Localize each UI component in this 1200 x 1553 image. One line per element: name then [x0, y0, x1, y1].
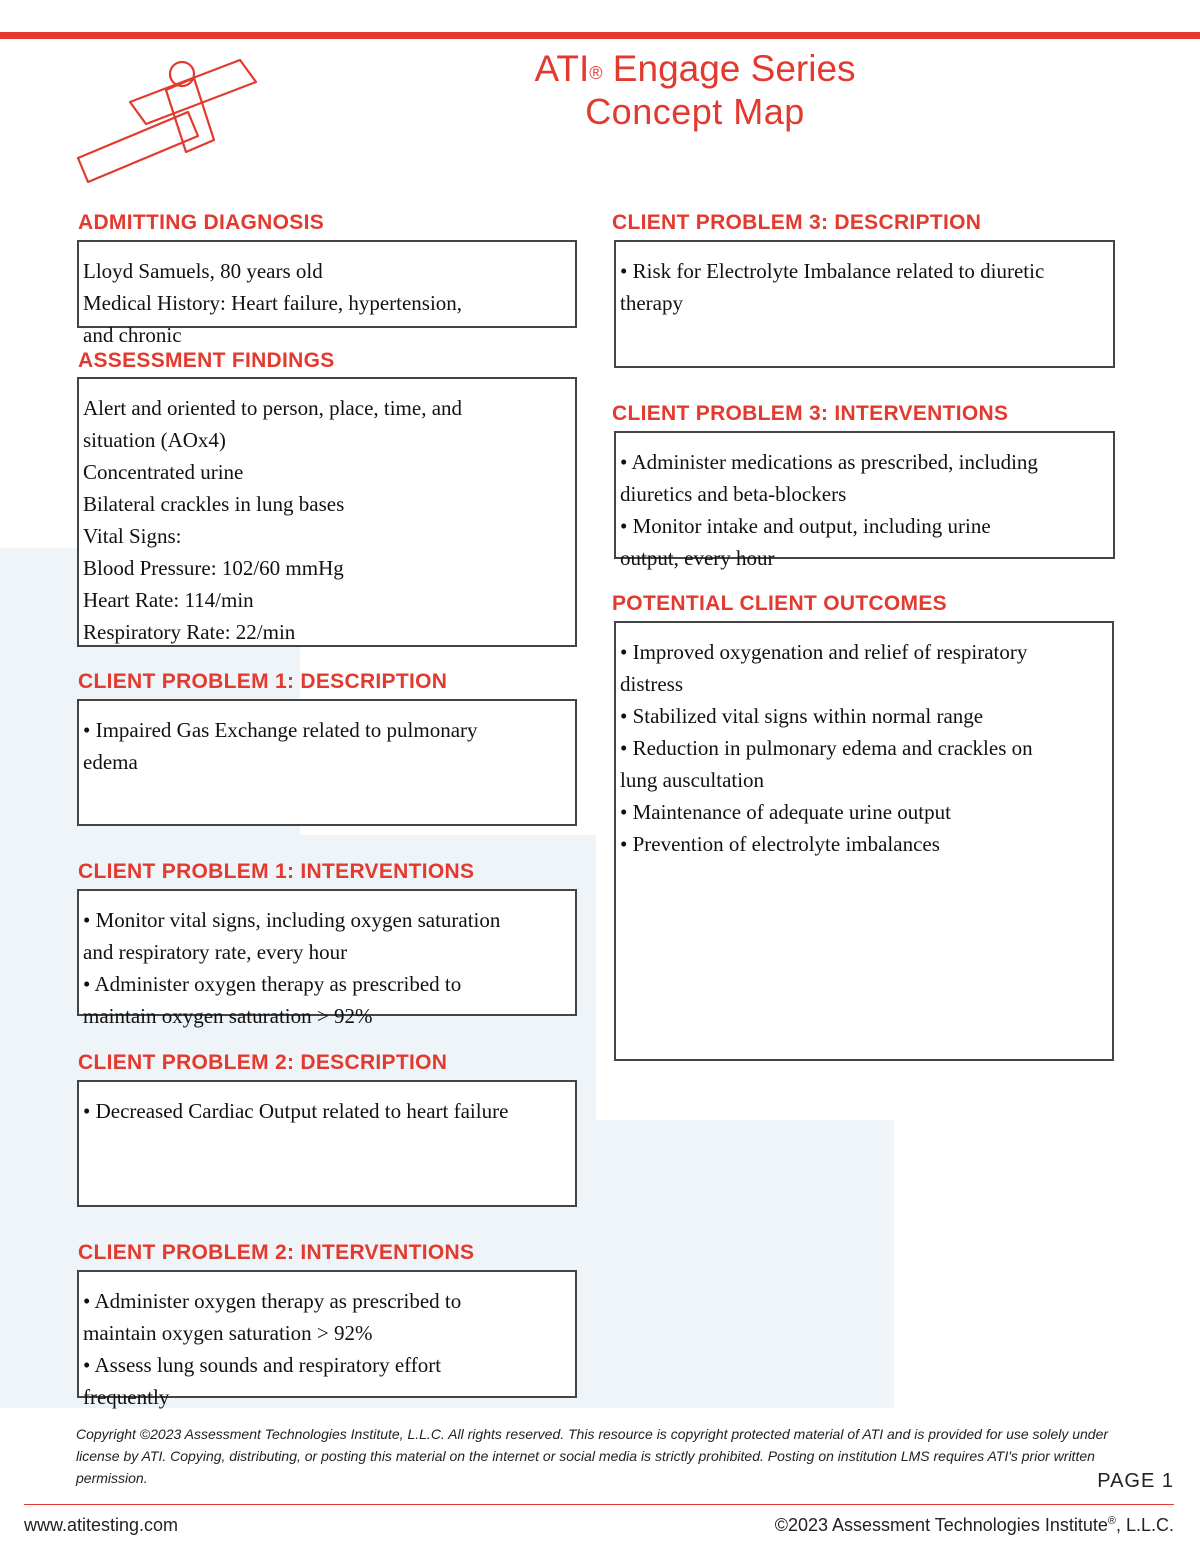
- problem-1-interventions-heading: CLIENT PROBLEM 1: INTERVENTIONS: [78, 860, 475, 883]
- problem-1-description-box: [77, 699, 577, 826]
- text-line: Lloyd Samuels, 80 years old: [83, 259, 323, 283]
- assessment-findings-box: [77, 377, 577, 647]
- text-line: and respiratory rate, every hour: [83, 940, 348, 964]
- text-line: • Administer oxygen therapy as prescribed to: [83, 972, 462, 996]
- brand-subtitle: Concept Map: [585, 91, 805, 132]
- problem-2-description-heading: CLIENT PROBLEM 2: DESCRIPTION: [78, 1051, 448, 1074]
- brand-title: ATI® Engage Series: [534, 48, 856, 89]
- text-line: • Decreased Cardiac Output related to heart failure: [83, 1099, 509, 1123]
- problem-3-interventions-heading: CLIENT PROBLEM 3: INTERVENTIONS: [612, 402, 1009, 425]
- problem-3-interventions-box: [614, 431, 1115, 570]
- text-line: maintain oxygen saturation > 92%: [83, 1321, 373, 1345]
- problem-1-interventions-box: [77, 889, 577, 1028]
- footer-rule: [24, 1504, 1174, 1505]
- assessment-findings-heading: ASSESSMENT FINDINGS: [78, 349, 335, 372]
- text-line: • Risk for Electrolyte Imbalance related to diuretic: [620, 259, 1045, 283]
- text-line: edema: [83, 750, 138, 774]
- text-line: Vital Signs:: [83, 524, 182, 548]
- text-line: lung auscultation: [620, 768, 765, 792]
- text-line: Alert and oriented to person, place, time, and: [83, 396, 463, 420]
- text-line: • Prevention of electrolyte imbalances: [620, 832, 940, 856]
- text-line: • Stabilized vital signs within normal range: [620, 704, 984, 728]
- text-line: • Maintenance of adequate urine output: [620, 800, 951, 824]
- ati-figure-logo-icon: [70, 50, 270, 190]
- text-line: and chronic: [83, 323, 182, 347]
- text-line: • Impaired Gas Exchange related to pulmonary: [83, 718, 478, 742]
- text-line: distress: [620, 672, 683, 696]
- text-line: • Monitor intake and output, including urine: [620, 514, 991, 538]
- text-line: Concentrated urine: [83, 460, 244, 484]
- top-accent-rule: [0, 32, 1200, 39]
- text-line: • Monitor vital signs, including oxygen saturation: [83, 908, 501, 932]
- problem-2-description-box: [77, 1080, 577, 1207]
- text-line: • Assess lung sounds and respiratory effort: [83, 1353, 442, 1377]
- problem-1-description-heading: CLIENT PROBLEM 1: DESCRIPTION: [78, 670, 448, 693]
- text-line: therapy: [620, 291, 683, 315]
- admitting-diagnosis-heading: ADMITTING DIAGNOSIS: [78, 211, 325, 234]
- potential-outcomes-box: [614, 621, 1114, 1061]
- text-line: • Administer oxygen therapy as prescribed to: [83, 1289, 462, 1313]
- registered-mark: ®: [1107, 1515, 1116, 1527]
- admitting-diagnosis-box: [77, 240, 577, 347]
- text-line: Blood Pressure: 102/60 mmHg: [83, 556, 344, 580]
- text-line: • Reduction in pulmonary edema and crackles on: [620, 736, 1033, 760]
- background-panel: [596, 1120, 894, 1408]
- problem-3-description-heading: CLIENT PROBLEM 3: DESCRIPTION: [612, 211, 982, 234]
- text-line: Bilateral crackles in lung bases: [83, 492, 345, 516]
- text-line: diuretics and beta-blockers: [620, 482, 847, 506]
- text-line: • Administer medications as prescribed, including: [620, 450, 1038, 474]
- footer-copyright: ©2023 Assessment Technologies Institute®, L.L.C.: [774, 1515, 1174, 1535]
- text-line: Medical History: Heart failure, hypertension,: [83, 291, 463, 315]
- problem-3-description-box: [614, 240, 1115, 368]
- text-line: situation (AOx4): [83, 428, 226, 452]
- text-line: maintain oxygen saturation > 92%: [83, 1004, 373, 1028]
- potential-outcomes-heading: POTENTIAL CLIENT OUTCOMES: [612, 592, 947, 615]
- text-line: output, every hour: [620, 546, 775, 570]
- page-number: PAGE 1: [1097, 1470, 1174, 1492]
- copyright-notice: Copyright ©2023 Assessment Technologies Institute, L.L.C. All rights reserved. This resource is copyright protected material of ATI and is provided for use solely under license by ATI. Copying, distributing, or posting this material on the internet or social media is strictly prohibited. Posting on institution LMS requires ATI's prior written permission.: [76, 1426, 1109, 1486]
- text-line: • Improved oxygenation and relief of respiratory: [620, 640, 1028, 664]
- registered-mark: ®: [589, 63, 603, 83]
- text-line: frequently: [83, 1385, 170, 1409]
- text-line: Respiratory Rate: 22/min: [83, 620, 296, 644]
- brand-header: [480, 48, 910, 134]
- website-link[interactable]: www.atitesting.com: [24, 1515, 179, 1535]
- problem-2-interventions-box: [77, 1270, 577, 1409]
- text-line: Heart Rate: 114/min: [83, 588, 254, 612]
- problem-2-interventions-heading: CLIENT PROBLEM 2: INTERVENTIONS: [78, 1241, 475, 1264]
